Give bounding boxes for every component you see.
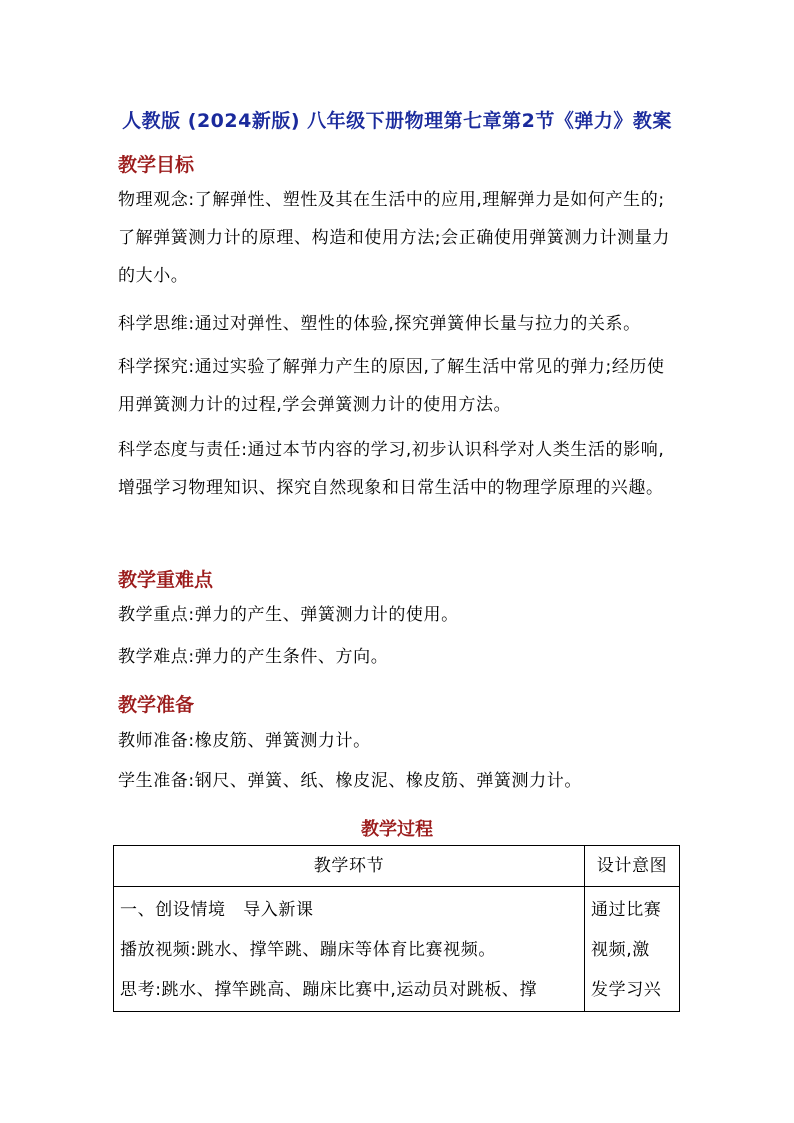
table-cell-step-line: 思考:跳水、撑竿跳高、蹦床比赛中,运动员对跳板、撑 bbox=[120, 980, 538, 1000]
paragraph-scientific-thinking: 科学思维:通过对弹性、塑性的体验,探究弹簧伸长量与拉力的关系。 bbox=[118, 314, 641, 334]
paragraph-difficult-point: 教学难点:弹力的产生条件、方向。 bbox=[118, 647, 389, 667]
table-cell-step-line: 播放视频:跳水、撑竿跳、蹦床等体育比赛视频。 bbox=[120, 940, 496, 960]
paragraph-key-point: 教学重点:弹力的产生、弹簧测力计的使用。 bbox=[118, 605, 459, 625]
paragraph-student-prep: 学生准备:钢尺、弹簧、纸、橡皮泥、橡皮筋、弹簧测力计。 bbox=[118, 771, 582, 791]
paragraph-attitude-responsibility: 科学态度与责任:通过本节内容的学习,初步认识科学对人类生活的影响,增强学习物理知识、探究自然现象和日常生活中的物理学原理的兴趣。 bbox=[118, 440, 665, 498]
section-heading-goals: 教学目标 bbox=[118, 154, 195, 176]
table-header-intent: 设计意图 bbox=[596, 856, 668, 876]
section-heading-preparation: 教学准备 bbox=[118, 694, 195, 716]
table-header-step: 教学环节 bbox=[313, 856, 385, 876]
process-table bbox=[113, 845, 680, 1012]
table-cell-intent-line: 视频,激 bbox=[591, 940, 650, 960]
table-cell-intent-line: 发学习兴 bbox=[591, 980, 662, 1000]
paragraph-physics-concept: 物理观念:了解弹性、塑性及其在生活中的应用,理解弹力是如何产生的;了解弹簧测力计的原理、构造和使用方法;会正确使用弹簧测力计测量力的大小。 bbox=[118, 190, 670, 286]
table-cell-step-line: 一、创设情境 导入新课 bbox=[120, 900, 314, 920]
table-cell-intent-line: 通过比赛 bbox=[591, 900, 662, 920]
paragraph-scientific-inquiry: 科学探究:通过实验了解弹力产生的原因,了解生活中常见的弹力;经历使用弹簧测力计的过程,学会弹簧测力计的使用方法。 bbox=[118, 357, 665, 415]
section-heading-key-points: 教学重难点 bbox=[118, 569, 214, 591]
table-header-divider bbox=[114, 886, 679, 887]
paragraph-teacher-prep: 教师准备:橡皮筋、弹簧测力计。 bbox=[118, 731, 371, 751]
process-title: 教学过程 bbox=[361, 819, 433, 840]
document-title: 人教版 (2024新版) 八年级下册物理第七章第2节《弹力》教案 bbox=[122, 110, 672, 132]
